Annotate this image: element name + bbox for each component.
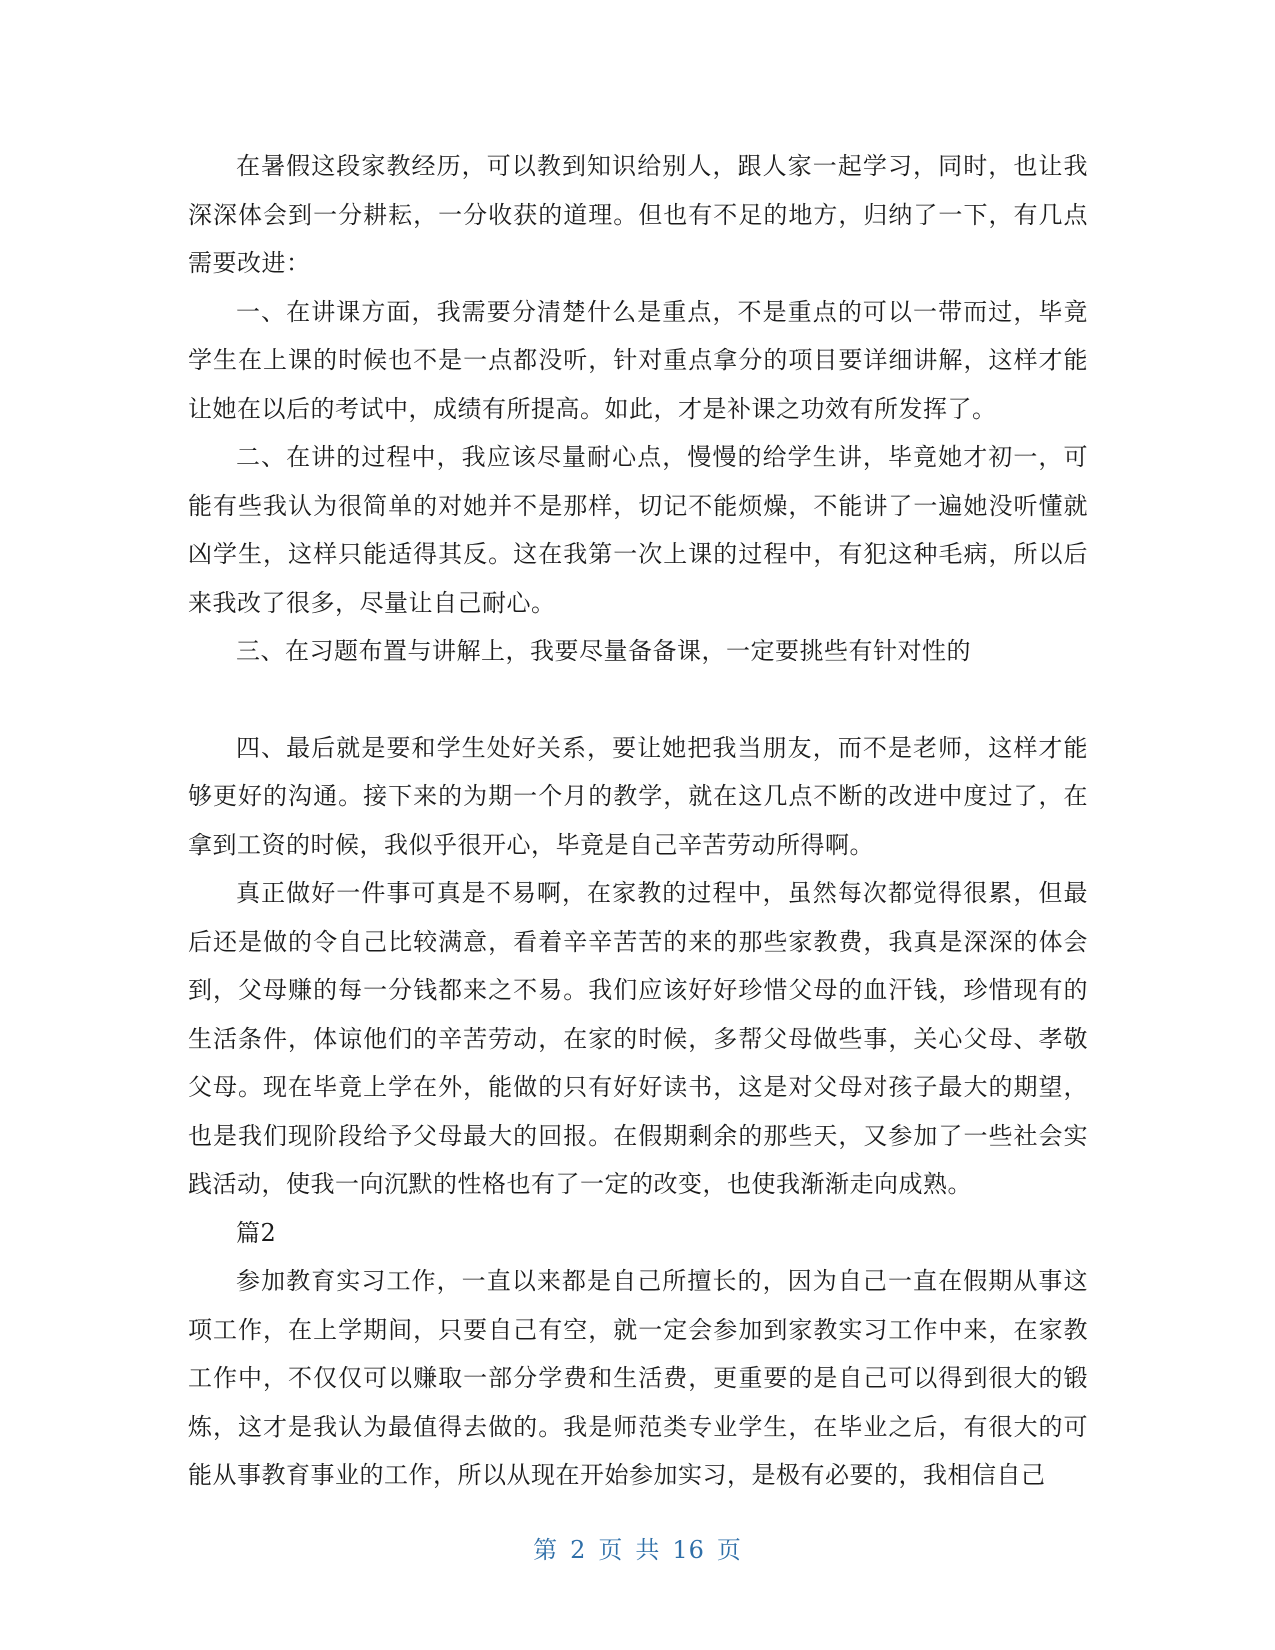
paragraph-section2: 参加教育实习工作，一直以来都是自己所擅长的，因为自己一直在假期从事这项工作，在上学期间，只要自己有空，就一定会参加到家教实习工作中来，在家教工作中，不仅仅可以赚取一部分学费和生活费，更重要的是自己可以得到很大的锻炼，这才是我认为最值得去做的。我是师范类专业学生，在毕业之后，有很大的可能从事教育事业的工作，所以从现在开始参加实习，是极有必要的，我相信自己 xyxy=(188,1267,1088,1489)
paragraph-gap xyxy=(188,676,1088,724)
page-footer xyxy=(0,1530,1275,1565)
document-body xyxy=(188,142,1088,1500)
paragraph-point-2: 二、在讲的过程中，我应该尽量耐心点，慢慢的给学生讲，毕竟她才初一，可能有些我认为很简单的对她并不是那样，切记不能烦燥，不能讲了一遍她没听懂就凶学生，这样只能适得其反。这在我第一次上课的过程中，有犯这种毛病，所以后来我改了很多，尽量让自己耐心。 xyxy=(188,443,1088,617)
footer-total-pages: 16 xyxy=(672,1536,705,1564)
footer-total-label: 共 xyxy=(635,1536,661,1564)
footer-suffix: 页 xyxy=(716,1536,742,1564)
paragraph-reflection: 真正做好一件事可真是不易啊，在家教的过程中，虽然每次都觉得很累，但最后还是做的令自己比较满意，看着辛辛苦苦的来的那些家教费，我真是深深的体会到，父母赚的每一分钱都来之不易。我们应该好好珍惜父母的血汗钱，珍惜现有的生活条件，体谅他们的辛苦劳动，在家的时候，多帮父母做些事，关心父母、孝敬父母。现在毕竟上学在外，能做的只有好好读书，这是对父母对孩子最大的期望，也是我们现阶段给予父母最大的回报。在假期剩余的那些天，又参加了一些社会实践活动，使我一向沉默的性格也有了一定的改变，也使我渐渐走向成熟。 xyxy=(188,879,1088,1198)
footer-page-number: 2 xyxy=(570,1536,587,1564)
paragraph-point-3: 三、在习题布置与讲解上，我要尽量备备课，一定要挑些有针对性的 xyxy=(236,637,971,665)
footer-prefix: 第 xyxy=(533,1536,559,1564)
paragraph-intro: 在暑假这段家教经历，可以教到知识给别人，跟人家一起学习，同时，也让我深深体会到一分耕耘，一分收获的道理。但也有不足的地方，归纳了一下，有几点需要改进： xyxy=(188,152,1088,277)
paragraph-point-1: 一、在讲课方面，我需要分清楚什么是重点，不是重点的可以一带而过，毕竟学生在上课的时候也不是一点都没听，针对重点拿分的项目要详细讲解，这样才能让她在以后的考试中，成绩有所提高。如此，才是补课之功效有所发挥了。 xyxy=(188,297,1088,423)
section-heading: 篇2 xyxy=(236,1218,277,1247)
paragraph-point-4: 四、最后就是要和学生处好关系，要让她把我当朋友，而不是老师，这样才能够更好的沟通。接下来的为期一个月的教学，就在这几点不断的改进中度过了，在拿到工资的时候，我似乎很开心，毕竟是自己辛苦劳动所得啊。 xyxy=(188,733,1088,859)
footer-page-label: 页 xyxy=(598,1536,624,1564)
